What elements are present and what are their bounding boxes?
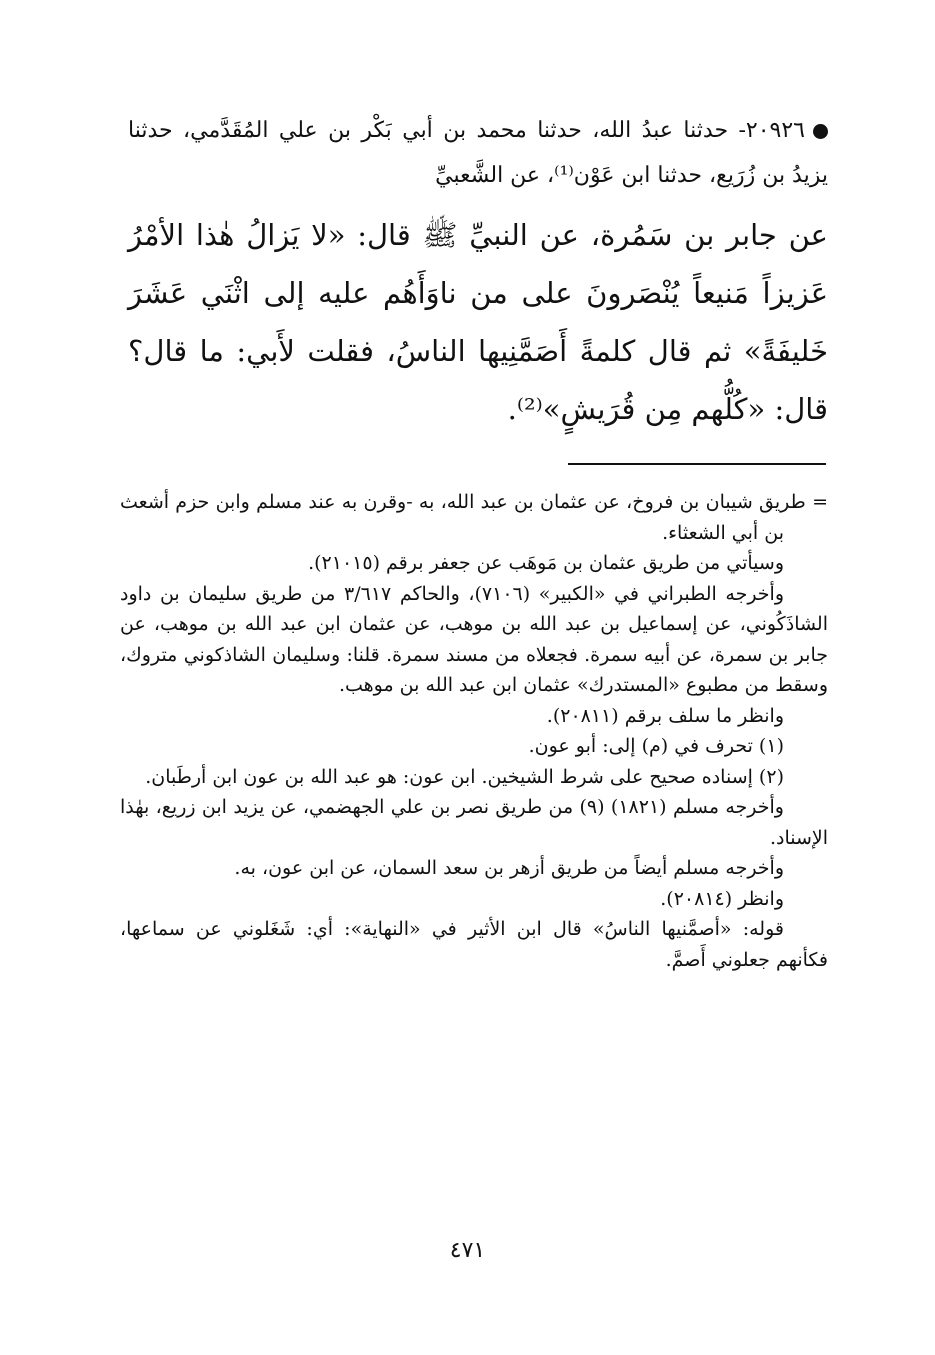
hadith-isnad	[128, 108, 828, 198]
footnote-paragraph: وأخرجه مسلم أيضاً من طريق أزهر بن سعد السمان، عن ابن عون، به.	[234, 857, 784, 879]
footnote-paragraph: وسيأتي من طريق عثمان بن مَوهَب عن جعفر برقم (٢١٠١٥).	[308, 552, 784, 574]
footnote-continuation: = طريق شيبان بن فروخ، عن عثمان بن عبد الله، به -وقرن به عند مسلم وابن حزم أشعث بن أبي الشعثاء.	[120, 491, 828, 544]
bullet-icon	[813, 124, 828, 139]
footnote-divider	[568, 463, 826, 465]
hadith-number-line: ٢٠٩٢٦- حدثنا عبدُ الله، حدثنا محمد بن أبي بَكْر بن علي المُقَدَّمي، حدثنا يزيدُ بن زُرَيع، حدثنا ابن عَوْن⁽¹⁾، عن الشَّعبيِّ	[128, 118, 828, 188]
footnote-paragraph: وأخرجه الطبراني في «الكبير» (٧١٠٦)، والحاكم ٣/٦١٧ من طريق سليمان بن داود الشاذَكُوني، عن إسماعيل بن عبد الله بن موهب، عن عثمان ابن عبد الله بن موهب، عن جابر بن سمرة، عن أبيه سمرة. فجعلاه من مسند سمرة. قلنا: وسليمان الشاذكوني متروك، وسقط من مطبوع «المستدرك» عثمان ابن عبد الله بن موهب.	[120, 582, 828, 696]
footnote-paragraph: وأخرجه مسلم (١٨٢١) (٩) من طريق نصر بن علي الجهضمي، عن يزيد ابن زريع، بهٰذا الإسناد.	[120, 796, 828, 849]
hadith-matn: عن جابر بن سَمُرة، عن النبيِّ ﷺ قال: «لا يَزالُ هٰذا الأمْرُ عَزيزاً مَنيعاً يُنْصَرونَ على من ناوَأَهُم عليه إلى اثْنَي عَشَرَ خَليفَةً» ثم قال كلمةً أَصَمَّنِيها الناسُ، فقلت لأَبي: ما قال؟ قال: «كُلُّهم مِن قُرَيشٍ»⁽²⁾.	[128, 218, 828, 426]
footnote-paragraph: قوله: «أصمَّنيها الناسُ» قال ابن الأثير في «النهاية»: أي: شَغَلوني عن سماعها، فكأنهم جعلوني أَصمَّ.	[120, 918, 828, 971]
footnote-2: (٢) إسناده صحيح على شرط الشيخين. ابن عون: هو عبد الله بن عون ابن أرطَبان.	[145, 765, 784, 788]
footnote-paragraph: وانظر ما سلف برقم (٢٠٨١١).	[546, 704, 784, 727]
footnote-1: (١) تحرف في (م) إلى: أبو عون.	[528, 735, 784, 757]
page-number: ٤٧١	[449, 1238, 486, 1263]
footnote-paragraph: وانظر (٢٠٨١٤).	[660, 887, 784, 910]
footnotes	[120, 487, 828, 975]
